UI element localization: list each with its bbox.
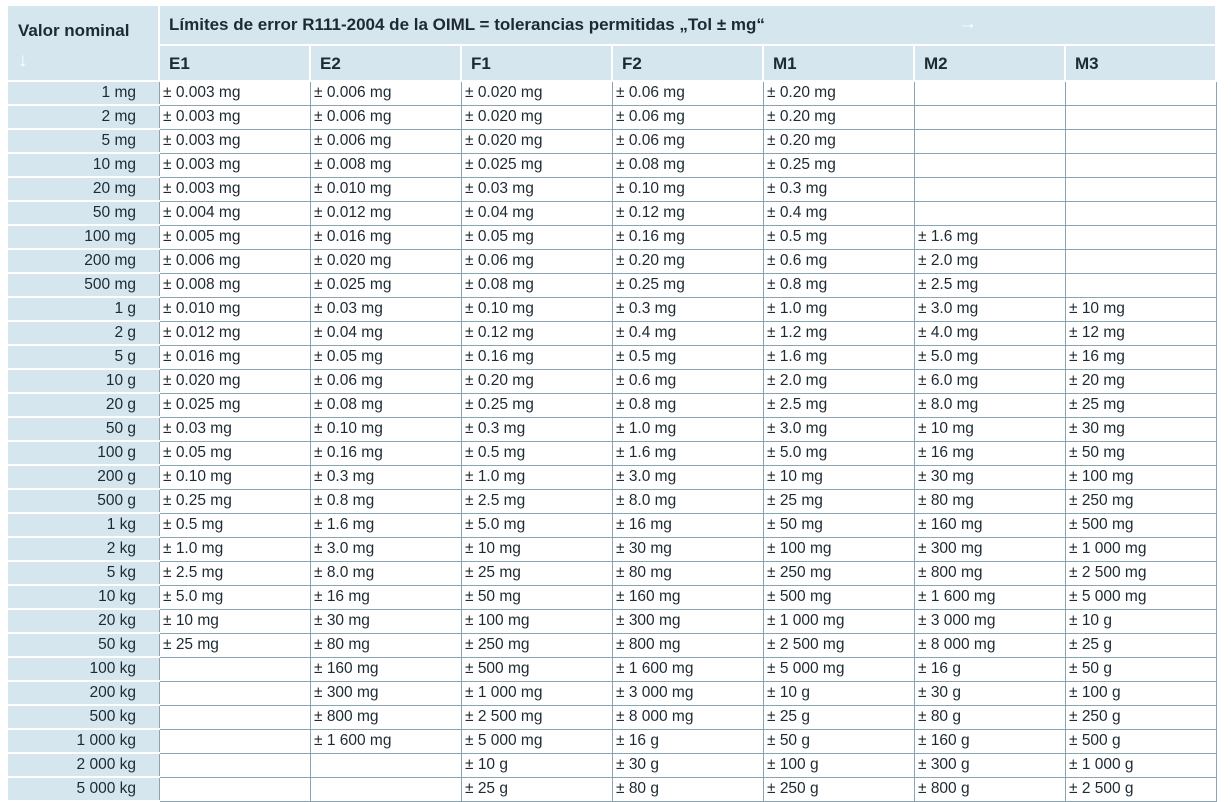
tolerance-cell-e2: ± 0.03 mg xyxy=(311,297,462,321)
tolerance-cell-f2: ± 8 000 mg xyxy=(613,705,764,729)
tolerance-cell-e1 xyxy=(160,705,311,729)
nominal-value-cell: 50 mg xyxy=(8,201,160,225)
tolerance-cell-m2: ± 30 g xyxy=(915,681,1066,705)
tolerance-cell-f2: ± 0.5 mg xyxy=(613,345,764,369)
nominal-value-cell: 1 mg xyxy=(8,82,160,105)
tolerance-cell-m3 xyxy=(1066,225,1217,249)
tolerance-cell-m2: ± 1.6 mg xyxy=(915,225,1066,249)
arrow-down-icon: ↓ xyxy=(18,50,28,71)
table-row xyxy=(8,129,1217,153)
tolerance-cell-f1: ± 0.12 mg xyxy=(462,321,613,345)
tolerance-cell-f2: ± 0.4 mg xyxy=(613,321,764,345)
tolerance-cell-e2: ± 16 mg xyxy=(311,585,462,609)
table-row xyxy=(8,657,1217,681)
tolerance-cell-e1 xyxy=(160,753,311,777)
tolerance-cell-e2: ± 0.006 mg xyxy=(311,129,462,153)
tolerance-cell-m2: ± 10 mg xyxy=(915,417,1066,441)
tolerance-cell-m2: ± 16 mg xyxy=(915,441,1066,465)
tolerance-cell-m3: ± 500 mg xyxy=(1066,513,1217,537)
tolerance-cell-m3 xyxy=(1066,249,1217,273)
table-row xyxy=(8,201,1217,225)
table-row xyxy=(8,585,1217,609)
tolerance-cell-m1: ± 100 g xyxy=(764,753,915,777)
tolerance-cell-m3: ± 20 mg xyxy=(1066,369,1217,393)
tolerance-cell-e2: ± 0.008 mg xyxy=(311,153,462,177)
tolerance-cell-f2: ± 80 g xyxy=(613,777,764,801)
tolerance-cell-m3: ± 50 mg xyxy=(1066,441,1217,465)
tolerance-cell-f2: ± 0.08 mg xyxy=(613,153,764,177)
class-header-e1 xyxy=(160,46,309,80)
table-row xyxy=(8,249,1217,273)
nominal-value-cell: 500 g xyxy=(8,489,160,513)
nominal-value-cell: 1 000 kg xyxy=(8,729,160,753)
tolerance-cell-e2: ± 0.10 mg xyxy=(311,417,462,441)
tolerance-cell-m1: ± 0.20 mg xyxy=(764,105,915,129)
nominal-value-cell: 20 mg xyxy=(8,177,160,201)
tolerance-cell-e1: ± 0.003 mg xyxy=(160,153,311,177)
tolerance-cell-m3: ± 2 500 mg xyxy=(1066,561,1217,585)
table-row xyxy=(8,561,1217,585)
tolerance-cell-e1: ± 2.5 mg xyxy=(160,561,311,585)
nominal-value-cell: 5 000 kg xyxy=(8,777,160,801)
tolerance-cell-f2: ± 0.12 mg xyxy=(613,201,764,225)
nominal-value-cell: 500 kg xyxy=(8,705,160,729)
tolerance-cell-f1: ± 0.020 mg xyxy=(462,105,613,129)
tolerance-cell-e1: ± 1.0 mg xyxy=(160,537,311,561)
tolerance-cell-f2: ± 160 mg xyxy=(613,585,764,609)
tolerance-cell-e1: ± 0.003 mg xyxy=(160,129,311,153)
tolerance-cell-m2: ± 8 000 mg xyxy=(915,633,1066,657)
nominal-value-cell: 200 kg xyxy=(8,681,160,705)
tolerance-cell-m1: ± 500 mg xyxy=(764,585,915,609)
tolerance-cell-e2: ± 0.020 mg xyxy=(311,249,462,273)
tolerance-cell-m2: ± 2.5 mg xyxy=(915,273,1066,297)
tolerance-cell-e1: ± 0.006 mg xyxy=(160,249,311,273)
error-limits-title: Límites de error R111-2004 de la OIML = tolerancias permitidas „Tol ± mg“ xyxy=(169,15,765,34)
tolerance-cell-m1: ± 2 500 mg xyxy=(764,633,915,657)
tolerance-cell-f2: ± 0.06 mg xyxy=(613,82,764,105)
tolerance-cell-f1: ± 250 mg xyxy=(462,633,613,657)
tolerance-cell-e1: ± 0.016 mg xyxy=(160,345,311,369)
tolerance-cell-f1: ± 0.020 mg xyxy=(462,82,613,105)
tolerance-table xyxy=(8,82,1217,802)
tolerance-cell-f2: ± 16 mg xyxy=(613,513,764,537)
tolerance-cell-e1: ± 25 mg xyxy=(160,633,311,657)
class-label: M1 xyxy=(773,54,797,73)
tolerance-cell-f2: ± 8.0 mg xyxy=(613,489,764,513)
tolerance-cell-m2: ± 800 mg xyxy=(915,561,1066,585)
table-row xyxy=(8,513,1217,537)
tolerance-cell-m3 xyxy=(1066,82,1217,105)
tolerance-cell-m2: ± 6.0 mg xyxy=(915,369,1066,393)
tolerance-cell-e1 xyxy=(160,729,311,753)
tolerance-cell-m2 xyxy=(915,129,1066,153)
tolerance-cell-m2: ± 8.0 mg xyxy=(915,393,1066,417)
tolerance-cell-m1: ± 25 mg xyxy=(764,489,915,513)
tolerance-cell-e2: ± 8.0 mg xyxy=(311,561,462,585)
tolerance-cell-m1: ± 0.8 mg xyxy=(764,273,915,297)
nominal-value-cell: 50 g xyxy=(8,417,160,441)
tolerance-cell-m1: ± 50 g xyxy=(764,729,915,753)
tolerance-cell-m3: ± 1 000 mg xyxy=(1066,537,1217,561)
tolerance-cell-e2: ± 80 mg xyxy=(311,633,462,657)
tolerance-cell-f1: ± 1 000 mg xyxy=(462,681,613,705)
tolerance-cell-f1: ± 0.08 mg xyxy=(462,273,613,297)
tolerance-cell-e1: ± 0.05 mg xyxy=(160,441,311,465)
table-row xyxy=(8,465,1217,489)
nominal-value-cell: 10 g xyxy=(8,369,160,393)
tolerance-cell-m3: ± 5 000 mg xyxy=(1066,585,1217,609)
table-row xyxy=(8,633,1217,657)
table-row xyxy=(8,153,1217,177)
table-row xyxy=(8,345,1217,369)
table-row xyxy=(8,537,1217,561)
tolerance-cell-m1: ± 0.4 mg xyxy=(764,201,915,225)
tolerance-cell-f2: ± 0.16 mg xyxy=(613,225,764,249)
tolerance-cell-f1: ± 0.5 mg xyxy=(462,441,613,465)
tolerance-cell-f1: ± 0.16 mg xyxy=(462,345,613,369)
tolerance-cell-m2: ± 300 mg xyxy=(915,537,1066,561)
tolerance-cell-f1: ± 0.025 mg xyxy=(462,153,613,177)
tolerance-cell-e2: ± 0.012 mg xyxy=(311,201,462,225)
tolerance-cell-m1: ± 10 g xyxy=(764,681,915,705)
nominal-value-cell: 20 kg xyxy=(8,609,160,633)
tolerance-cell-f1: ± 0.06 mg xyxy=(462,249,613,273)
tolerance-cell-f1: ± 50 mg xyxy=(462,585,613,609)
tolerance-cell-f1: ± 25 g xyxy=(462,777,613,801)
tolerance-cell-e1: ± 0.25 mg xyxy=(160,489,311,513)
tolerance-cell-e2: ± 800 mg xyxy=(311,705,462,729)
nominal-value-cell: 1 kg xyxy=(8,513,160,537)
tolerance-cell-e2: ± 1.6 mg xyxy=(311,513,462,537)
tolerance-cell-f2: ± 0.8 mg xyxy=(613,393,764,417)
tolerance-cell-f2: ± 0.06 mg xyxy=(613,129,764,153)
tolerance-cell-m3: ± 25 mg xyxy=(1066,393,1217,417)
class-header-m1 xyxy=(764,46,913,80)
tolerance-cell-m3 xyxy=(1066,129,1217,153)
class-header-m2 xyxy=(915,46,1064,80)
tolerance-cell-m2: ± 800 g xyxy=(915,777,1066,801)
tolerance-cell-e2: ± 0.05 mg xyxy=(311,345,462,369)
nominal-value-title: Valor nominal xyxy=(18,21,130,40)
nominal-value-cell: 10 kg xyxy=(8,585,160,609)
tolerance-cell-e1: ± 0.5 mg xyxy=(160,513,311,537)
tolerance-cell-m1: ± 0.3 mg xyxy=(764,177,915,201)
table-row xyxy=(8,369,1217,393)
tolerance-cell-f2: ± 1 600 mg xyxy=(613,657,764,681)
tolerance-cell-m3 xyxy=(1066,153,1217,177)
tolerance-cell-m3: ± 250 mg xyxy=(1066,489,1217,513)
tolerance-cell-f2: ± 0.20 mg xyxy=(613,249,764,273)
tolerance-cell-f1: ± 0.020 mg xyxy=(462,129,613,153)
tolerance-cell-m1: ± 0.5 mg xyxy=(764,225,915,249)
tolerance-cell-f2: ± 1.6 mg xyxy=(613,441,764,465)
table-row xyxy=(8,417,1217,441)
nominal-value-cell: 200 mg xyxy=(8,249,160,273)
tolerance-cell-f1: ± 25 mg xyxy=(462,561,613,585)
table-row xyxy=(8,705,1217,729)
nominal-value-cell: 2 g xyxy=(8,321,160,345)
tolerance-cell-m3: ± 10 mg xyxy=(1066,297,1217,321)
tolerance-cell-m3 xyxy=(1066,201,1217,225)
tolerance-cell-m3 xyxy=(1066,177,1217,201)
nominal-value-cell: 100 g xyxy=(8,441,160,465)
tolerance-cell-m3: ± 30 mg xyxy=(1066,417,1217,441)
tolerance-cell-f1: ± 500 mg xyxy=(462,657,613,681)
table-row xyxy=(8,177,1217,201)
tolerance-cell-f1: ± 2.5 mg xyxy=(462,489,613,513)
tolerance-cell-m1: ± 3.0 mg xyxy=(764,417,915,441)
tolerance-cell-e1: ± 0.010 mg xyxy=(160,297,311,321)
tolerance-cell-m2: ± 2.0 mg xyxy=(915,249,1066,273)
tolerance-cell-f2: ± 300 mg xyxy=(613,609,764,633)
tolerance-cell-e2: ± 0.16 mg xyxy=(311,441,462,465)
tolerance-cell-m1: ± 2.0 mg xyxy=(764,369,915,393)
nominal-value-cell: 5 kg xyxy=(8,561,160,585)
tolerance-cell-m1: ± 10 mg xyxy=(764,465,915,489)
tolerance-cell-e1: ± 0.008 mg xyxy=(160,273,311,297)
tolerance-cell-m1: ± 50 mg xyxy=(764,513,915,537)
table-row xyxy=(8,609,1217,633)
tolerance-cell-e1: ± 0.005 mg xyxy=(160,225,311,249)
tolerance-cell-e1: ± 0.003 mg xyxy=(160,82,311,105)
table-row xyxy=(8,729,1217,753)
tolerance-cell-m2: ± 4.0 mg xyxy=(915,321,1066,345)
tolerance-cell-f1: ± 0.25 mg xyxy=(462,393,613,417)
tolerance-cell-e1: ± 0.003 mg xyxy=(160,177,311,201)
tolerance-cell-m3: ± 2 500 g xyxy=(1066,777,1217,801)
tolerance-cell-f2: ± 0.6 mg xyxy=(613,369,764,393)
class-header-f1 xyxy=(462,46,611,80)
tolerance-cell-f1: ± 100 mg xyxy=(462,609,613,633)
tolerance-cell-e1: ± 0.03 mg xyxy=(160,417,311,441)
class-label: F1 xyxy=(471,54,491,73)
tolerance-cell-f2: ± 30 mg xyxy=(613,537,764,561)
tolerance-cell-e1: ± 0.003 mg xyxy=(160,105,311,129)
tolerance-cell-e2 xyxy=(311,753,462,777)
tolerance-cell-m2 xyxy=(915,82,1066,105)
table-row xyxy=(8,225,1217,249)
tolerance-cell-e1 xyxy=(160,657,311,681)
tolerance-cell-e2: ± 0.3 mg xyxy=(311,465,462,489)
tolerance-cell-e1: ± 5.0 mg xyxy=(160,585,311,609)
tolerance-cell-m2: ± 80 mg xyxy=(915,489,1066,513)
table-row xyxy=(8,681,1217,705)
tolerance-cell-f2: ± 0.10 mg xyxy=(613,177,764,201)
class-label: E1 xyxy=(169,54,190,73)
tolerance-cell-e2: ± 0.006 mg xyxy=(311,82,462,105)
tolerance-cell-e2: ± 0.8 mg xyxy=(311,489,462,513)
tolerance-cell-e1: ± 0.020 mg xyxy=(160,369,311,393)
tolerance-cell-f2: ± 0.25 mg xyxy=(613,273,764,297)
tolerance-cell-e1 xyxy=(160,681,311,705)
class-label: E2 xyxy=(320,54,341,73)
nominal-value-cell: 2 kg xyxy=(8,537,160,561)
error-limits-header xyxy=(160,6,1215,44)
tolerance-cell-f2: ± 0.06 mg xyxy=(613,105,764,129)
tolerance-cell-f1: ± 0.10 mg xyxy=(462,297,613,321)
tolerance-cell-m2: ± 1 600 mg xyxy=(915,585,1066,609)
tolerance-cell-f2: ± 1.0 mg xyxy=(613,417,764,441)
tolerance-cell-m2: ± 5.0 mg xyxy=(915,345,1066,369)
table-row xyxy=(8,82,1217,105)
tolerance-cell-e2: ± 0.010 mg xyxy=(311,177,462,201)
tolerance-cell-m2: ± 160 mg xyxy=(915,513,1066,537)
tolerance-cell-m1: ± 0.20 mg xyxy=(764,82,915,105)
class-label: M3 xyxy=(1075,54,1099,73)
tolerance-cell-f1: ± 5.0 mg xyxy=(462,513,613,537)
tolerance-cell-m1: ± 1.2 mg xyxy=(764,321,915,345)
nominal-value-cell: 10 mg xyxy=(8,153,160,177)
tolerance-cell-f2: ± 16 g xyxy=(613,729,764,753)
tolerance-cell-m2: ± 16 g xyxy=(915,657,1066,681)
tolerance-cell-f1: ± 10 g xyxy=(462,753,613,777)
table-row xyxy=(8,441,1217,465)
nominal-value-cell: 2 000 kg xyxy=(8,753,160,777)
nominal-value-cell: 500 mg xyxy=(8,273,160,297)
tolerance-cell-m1: ± 1.6 mg xyxy=(764,345,915,369)
tolerance-cell-e2: ± 0.08 mg xyxy=(311,393,462,417)
tolerance-cell-e2: ± 0.04 mg xyxy=(311,321,462,345)
tolerance-cell-m3: ± 100 g xyxy=(1066,681,1217,705)
tolerance-cell-f1: ± 10 mg xyxy=(462,537,613,561)
tolerance-cell-m2 xyxy=(915,177,1066,201)
tolerance-cell-m1: ± 2.5 mg xyxy=(764,393,915,417)
table-row xyxy=(8,393,1217,417)
table-row xyxy=(8,297,1217,321)
table-row xyxy=(8,489,1217,513)
tolerance-cell-e2: ± 160 mg xyxy=(311,657,462,681)
tolerance-cell-e2: ± 0.006 mg xyxy=(311,105,462,129)
tolerance-cell-m1: ± 25 g xyxy=(764,705,915,729)
arrow-right-icon: → xyxy=(958,13,977,34)
tolerance-cell-m3 xyxy=(1066,273,1217,297)
tolerance-cell-m1: ± 1.0 mg xyxy=(764,297,915,321)
tolerance-cell-f2: ± 800 mg xyxy=(613,633,764,657)
tolerance-cell-m3: ± 50 g xyxy=(1066,657,1217,681)
tolerance-cell-m3: ± 500 g xyxy=(1066,729,1217,753)
tolerance-cell-m1: ± 5 000 mg xyxy=(764,657,915,681)
tolerance-cell-m1: ± 0.20 mg xyxy=(764,129,915,153)
tolerance-cell-m1: ± 0.25 mg xyxy=(764,153,915,177)
table-row xyxy=(8,777,1217,801)
tolerance-cell-f1: ± 0.05 mg xyxy=(462,225,613,249)
tolerance-cell-f2: ± 3 000 mg xyxy=(613,681,764,705)
tolerance-cell-e1: ± 0.012 mg xyxy=(160,321,311,345)
tolerance-cell-e2: ± 3.0 mg xyxy=(311,537,462,561)
class-header-m3 xyxy=(1066,46,1215,80)
tolerance-cell-m3: ± 16 mg xyxy=(1066,345,1217,369)
tolerance-cell-f2: ± 30 g xyxy=(613,753,764,777)
tolerance-cell-f1: ± 2 500 mg xyxy=(462,705,613,729)
tolerance-cell-e1: ± 10 mg xyxy=(160,609,311,633)
table-row xyxy=(8,321,1217,345)
tolerance-cell-m3: ± 100 mg xyxy=(1066,465,1217,489)
tolerance-cell-e1: ± 0.025 mg xyxy=(160,393,311,417)
tolerance-cell-m3: ± 12 mg xyxy=(1066,321,1217,345)
nominal-value-cell: 5 mg xyxy=(8,129,160,153)
tolerance-cell-m3 xyxy=(1066,105,1217,129)
tolerance-cell-m1: ± 5.0 mg xyxy=(764,441,915,465)
tolerance-cell-m2: ± 30 mg xyxy=(915,465,1066,489)
tolerance-cell-f2: ± 0.3 mg xyxy=(613,297,764,321)
nominal-value-cell: 50 kg xyxy=(8,633,160,657)
nominal-value-cell: 5 g xyxy=(8,345,160,369)
tolerance-cell-e2: ± 300 mg xyxy=(311,681,462,705)
tolerance-cell-m2: ± 300 g xyxy=(915,753,1066,777)
tolerance-cell-f1: ± 0.3 mg xyxy=(462,417,613,441)
tolerance-cell-m3: ± 10 g xyxy=(1066,609,1217,633)
tolerance-cell-e2 xyxy=(311,777,462,801)
tolerance-cell-f1: ± 5 000 mg xyxy=(462,729,613,753)
tolerance-cell-e2: ± 0.06 mg xyxy=(311,369,462,393)
nominal-value-header xyxy=(8,6,158,80)
nominal-value-cell: 20 g xyxy=(8,393,160,417)
tolerance-cell-e2: ± 1 600 mg xyxy=(311,729,462,753)
tolerance-cell-e2: ± 0.025 mg xyxy=(311,273,462,297)
tolerance-cell-m3: ± 1 000 g xyxy=(1066,753,1217,777)
tolerance-cell-m2: ± 3 000 mg xyxy=(915,609,1066,633)
class-header-e2 xyxy=(311,46,460,80)
class-label: M2 xyxy=(924,54,948,73)
tolerance-cell-m2: ± 80 g xyxy=(915,705,1066,729)
nominal-value-cell: 100 mg xyxy=(8,225,160,249)
tolerance-cell-m1: ± 250 mg xyxy=(764,561,915,585)
tolerance-cell-m1: ± 250 g xyxy=(764,777,915,801)
nominal-value-cell: 200 g xyxy=(8,465,160,489)
tolerance-cell-m2 xyxy=(915,153,1066,177)
tolerance-cell-e1: ± 0.10 mg xyxy=(160,465,311,489)
class-header-f2 xyxy=(613,46,762,80)
table-row xyxy=(8,105,1217,129)
nominal-value-cell: 2 mg xyxy=(8,105,160,129)
table-row xyxy=(8,753,1217,777)
tolerance-cell-f1: ± 0.04 mg xyxy=(462,201,613,225)
tolerance-cell-m3: ± 25 g xyxy=(1066,633,1217,657)
tolerance-cell-e1: ± 0.004 mg xyxy=(160,201,311,225)
tolerance-cell-m1: ± 100 mg xyxy=(764,537,915,561)
tolerance-cell-m2 xyxy=(915,105,1066,129)
tolerance-cell-m2: ± 160 g xyxy=(915,729,1066,753)
tolerance-cell-m1: ± 1 000 mg xyxy=(764,609,915,633)
nominal-value-cell: 1 g xyxy=(8,297,160,321)
tolerance-cell-m3: ± 250 g xyxy=(1066,705,1217,729)
tolerance-cell-f1: ± 0.20 mg xyxy=(462,369,613,393)
class-label: F2 xyxy=(622,54,642,73)
tolerance-cell-m1: ± 0.6 mg xyxy=(764,249,915,273)
tolerance-cell-m2: ± 3.0 mg xyxy=(915,297,1066,321)
tolerance-cell-f2: ± 80 mg xyxy=(613,561,764,585)
tolerance-cell-e2: ± 30 mg xyxy=(311,609,462,633)
tolerance-cell-e1 xyxy=(160,777,311,801)
tolerance-cell-f1: ± 0.03 mg xyxy=(462,177,613,201)
tolerance-cell-e2: ± 0.016 mg xyxy=(311,225,462,249)
tolerance-cell-m2 xyxy=(915,201,1066,225)
nominal-value-cell: 100 kg xyxy=(8,657,160,681)
tolerance-cell-f2: ± 3.0 mg xyxy=(613,465,764,489)
table-row xyxy=(8,273,1217,297)
tolerance-cell-f1: ± 1.0 mg xyxy=(462,465,613,489)
